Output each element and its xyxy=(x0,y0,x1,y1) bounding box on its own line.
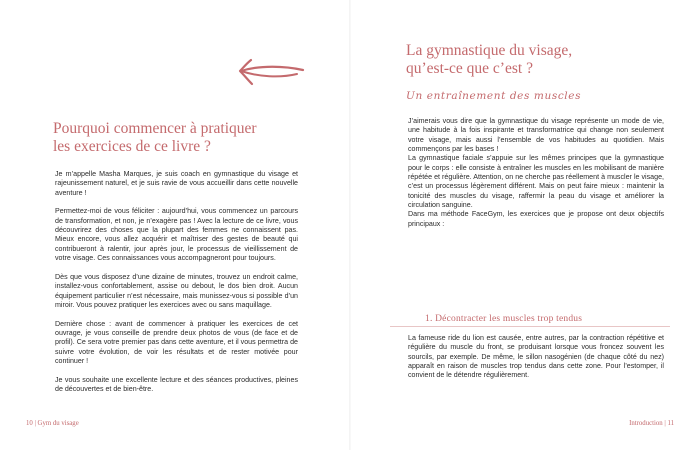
left-title-line-1: Pourquoi commencer à pratiquer xyxy=(53,120,257,137)
right-paragraph-1: J’aimerais vous dire que la gymnastique du visage représente un mode de vie, une habitude à la fois inspirante et transformatrice qui change non seulement votre visage, mais aussi l’ensemble de vos habitudes au quotidien. Mais commençons par les bases ! xyxy=(408,117,664,154)
right-title-line-2: qu’est-ce que c’est ? xyxy=(406,60,533,77)
right-title-line-1: La gymnastique du visage, xyxy=(406,42,573,59)
right-section-body xyxy=(408,334,664,381)
left-paragraph-3: Dès que vous disposez d’une dizaine de minutes, trouvez un endroit calme, installez-vous confortablement, assise ou debout, le dos bien droit. Aucun équipement particulier n’est nécessaire, mais munissez-vous si possible d’un miroir. Vous pouvez pratiquer les exercices avec ou sans maquillage. xyxy=(55,272,298,309)
section-divider xyxy=(390,326,670,327)
left-paragraph-5: Je vous souhaite une excellente lecture et des séances productives, pleines de découvertes et de bien-être. xyxy=(55,375,298,394)
right-paragraph-2: La gymnastique faciale s’appuie sur les mêmes principes que la gymnastique pour le corps : elle consiste à entraîner les muscles en les mobilisant de manière répétée et régulière. Attention, on ne cherche pas réellement à muscler le visage, c’est un processus légèrement différent. Mais on peut faire mieux : maintenir la tonicité des muscles du visage, raffermir la peau du visage et améliorer la circulation sanguine. xyxy=(408,154,664,210)
left-page-body xyxy=(55,170,298,394)
right-page-folio: Introduction | 11 xyxy=(629,420,674,427)
right-page xyxy=(350,0,700,450)
left-page-folio: 10 | Gym du visage xyxy=(26,420,79,427)
right-page-title xyxy=(406,42,606,78)
right-paragraph-3: Dans ma méthode FaceGym, les exercices que je propose ont deux objectifs principaux : xyxy=(408,210,664,228)
left-paragraph-1: Je m’appelle Masha Marques, je suis coach en gymnastique du visage et rajeunissement naturel, et je suis ravie de vous accueillir dans cette nouvelle aventure ! xyxy=(55,170,298,197)
right-section-paragraph: La fameuse ride du lion est causée, entre autres, par la contraction répétitive et régulière du muscle du front, se produisant lorsque vous froncez souvent les sourcils, par exemple. De même, le sillon nasogénien (de chaque côté du nez) apparaît en raison de muscles trop tendus dans cette zone. Pour l’estomper, il convient de le détendre régulièrement. xyxy=(408,334,664,380)
left-title-line-2: les exercices de ce livre ? xyxy=(53,138,211,155)
left-paragraph-4: Dernière chose : avant de commencer à pratiquer les exercices de cet ouvrage, je vous conseille de prendre deux photos de vous (de face et de profil). Ce sera votre premier pas dans cette aventure, et il vous permettra de suivre votre évolution, de voir les résultats et de rester motivée pour continuer ! xyxy=(55,319,298,366)
right-page-body xyxy=(408,117,664,229)
left-paragraph-2: Permettez-moi de vous féliciter : aujourd’hui, vous commencez un parcours de transformation, et non, je n’exagère pas ! Avec la lecture de ce livre, vous découvrirez des choses que la plupart des femmes ne connaissent pas. Mieux encore, vous allez acquérir et maîtriser des gestes de beauté qui contribueront à ralentir, jour après jour, le processus de vieillissement de votre visage. Ces connaissances vous accompagneront pour toujours. xyxy=(55,207,298,263)
section-title-decontract: 1. Décontracter les muscles trop tendus xyxy=(425,314,583,324)
left-page-title xyxy=(53,120,313,156)
right-page-subtitle: Un entraînement des muscles xyxy=(406,90,582,102)
hand-drawn-arrow-left-icon xyxy=(235,56,305,88)
